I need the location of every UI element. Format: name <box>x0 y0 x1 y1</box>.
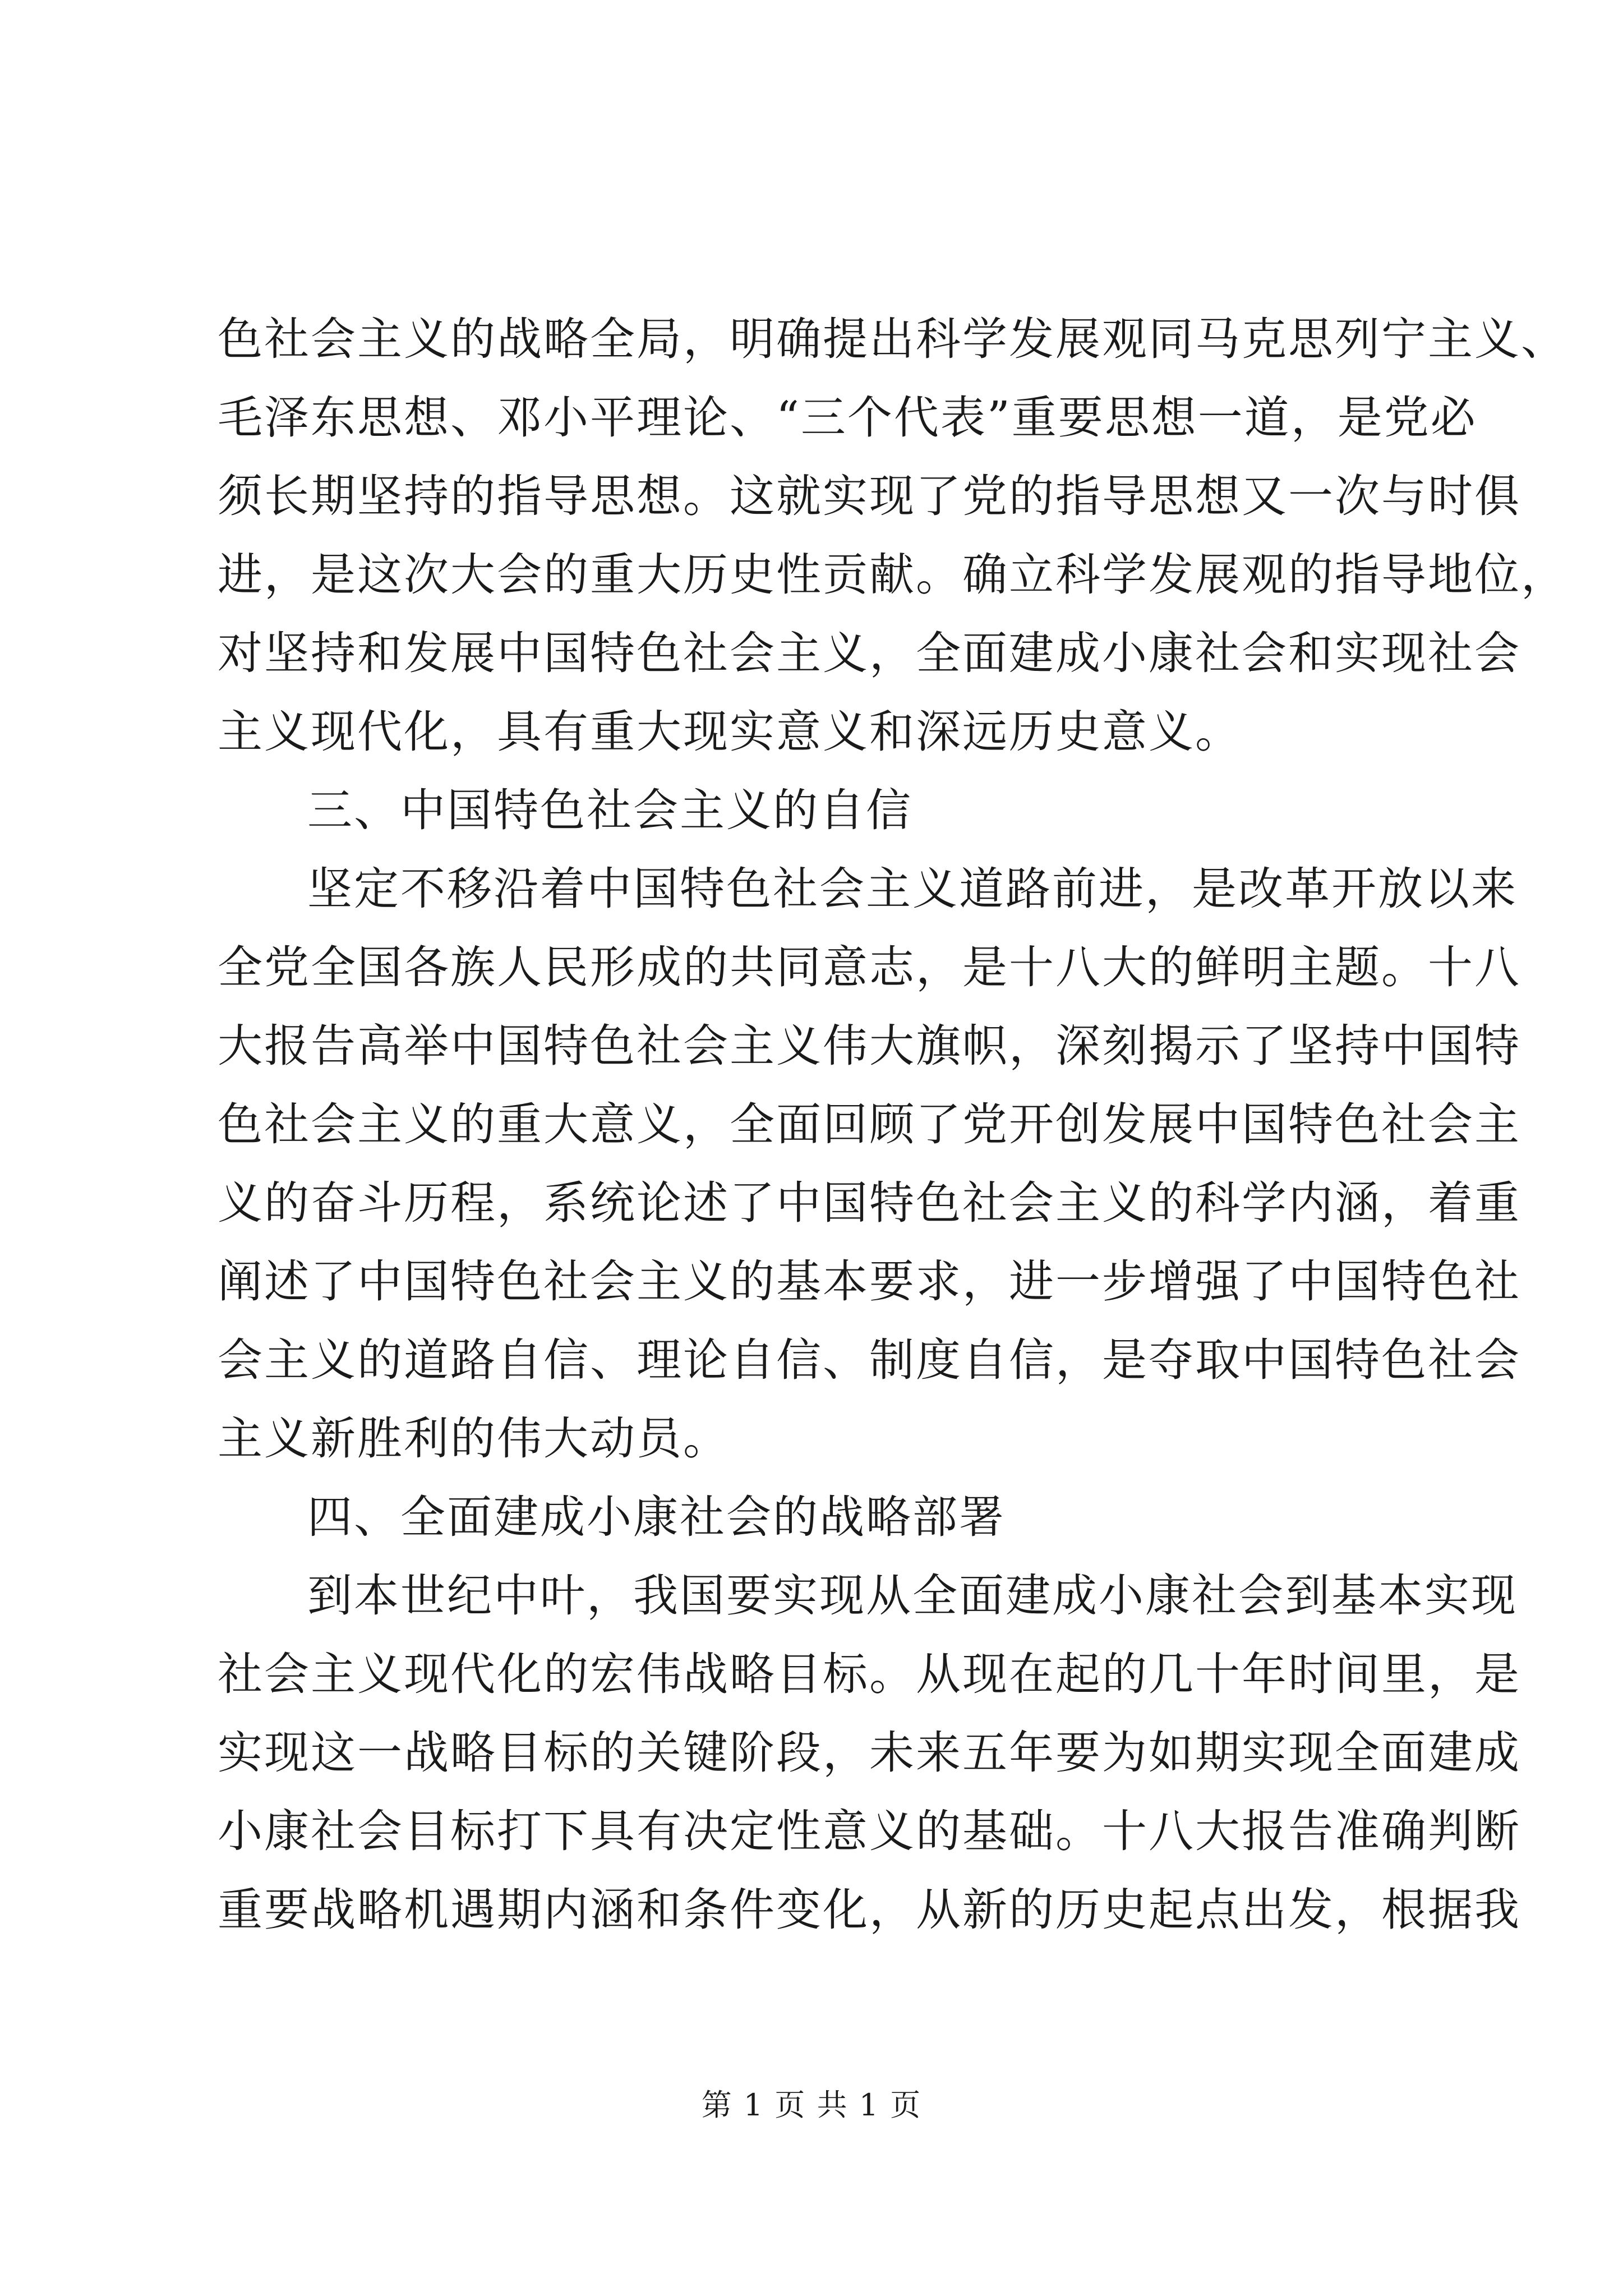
text-line: 重要战略机遇期内涵和条件变化，从新的历史起点出发，根据我 <box>218 1884 1521 1936</box>
text-line: 主义新胜利的伟大动员。 <box>218 1412 730 1465</box>
text-line: 义的奋斗历程，系统论述了中国特色社会主义的科学内涵，着重 <box>218 1177 1521 1229</box>
text-line: 毛泽东思想、邓小平理论、“三个代表”重要思想一道，是党必 <box>218 392 1477 444</box>
section-heading: 四、全面建成小康社会的战略部署 <box>307 1491 1006 1543</box>
text-line: 对坚持和发展中国特色社会主义，全面建成小康社会和实现社会 <box>218 627 1521 679</box>
text-line: 进，是这次大会的重大历史性贡献。确立科学发展观的指导地位， <box>218 549 1567 601</box>
section-heading: 三、中国特色社会主义的自信 <box>307 784 912 836</box>
text-line: 坚定不移沿着中国特色社会主义道路前进，是改革开放以来 <box>307 863 1518 915</box>
text-line: 色社会主义的战略全局，明确提出科学发展观同马克思列宁主义、 <box>218 313 1567 365</box>
body-text <box>218 300 1567 1949</box>
text-line: 实现这一战略目标的关键阶段，未来五年要为如期实现全面建成 <box>218 1727 1521 1779</box>
page-number-label: 第 1 页 共 1 页 <box>701 2087 922 2123</box>
text-line: 须长期坚持的指导思想。这就实现了党的指导思想又一次与时俱 <box>218 470 1521 522</box>
text-line: 到本世纪中叶，我国要实现从全面建成小康社会到基本实现 <box>307 1570 1518 1622</box>
text-line: 小康社会目标打下具有决定性意义的基础。十八大报告准确判断 <box>218 1805 1521 1857</box>
text-line: 会主义的道路自信、理论自信、制度自信，是夺取中国特色社会 <box>218 1334 1521 1386</box>
text-line: 大报告高举中国特色社会主义伟大旗帜，深刻揭示了坚持中国特 <box>218 1020 1521 1072</box>
page-footer <box>0 2081 1623 2124</box>
text-line: 社会主义现代化的宏伟战略目标。从现在起的几十年时间里，是 <box>218 1648 1521 1700</box>
text-line: 色社会主义的重大意义，全面回顾了党开创发展中国特色社会主 <box>218 1098 1521 1151</box>
text-line: 阐述了中国特色社会主义的基本要求，进一步增强了中国特色社 <box>218 1255 1521 1308</box>
text-line: 全党全国各族人民形成的共同意志，是十八大的鲜明主题。十八 <box>218 941 1521 993</box>
text-line: 主义现代化，具有重大现实意义和深远历史意义。 <box>218 706 1242 758</box>
